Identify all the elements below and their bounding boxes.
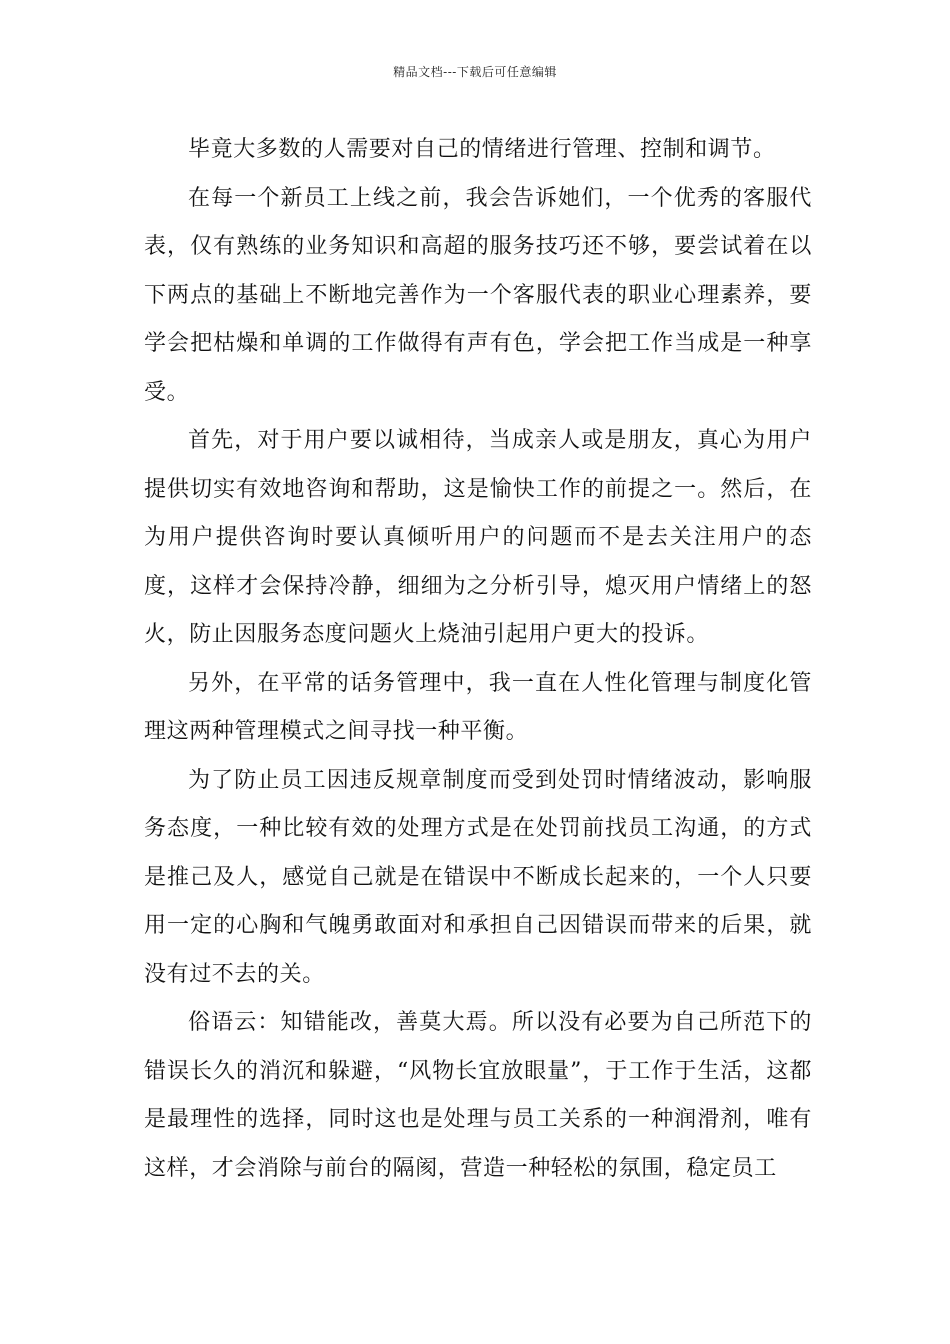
paragraph-5: 为了防止员工因违反规章制度而受到处罚时情绪波动，影响服务态度，一种比较有效的处理方式是在处罚前找员工沟通，的方式是推己及人，感觉自己就是在错误中不断成长起来的，一个人只要用一定的心胸和气魄勇敢面对和承担自己因错误而带来的后果，就没有过不去的关。 <box>144 767 812 987</box>
paragraph-4: 另外，在平常的话务管理中，我一直在人性化管理与制度化管理这两种管理模式之间寻找一种平衡。 <box>144 670 812 744</box>
paragraph-2: 在每一个新员工上线之前，我会告诉她们，一个优秀的客服代表，仅有熟练的业务知识和高超的服务技巧还不够，要尝试着在以下两点的基础上不断地完善作为一个客服代表的职业心理素养，要学会把枯燥和单调的工作做得有声有色，学会把工作当成是一种享受。 <box>144 185 812 405</box>
page-header: 精品文档---下载后可任意编辑 <box>393 65 557 79</box>
document-body <box>144 126 812 1193</box>
paragraph-3: 首先，对于用户要以诚相待，当成亲人或是朋友，真心为用户提供切实有效地咨询和帮助，这是愉快工作的前提之一。然后，在为用户提供咨询时要认真倾听用户的问题而不是去关注用户的态度，这样才会保持冷静，细细为之分析引导，熄灭用户情绪上的怒火，防止因服务态度问题火上烧油引起用户更大的投诉。 <box>144 428 812 647</box>
paragraph-1: 毕竟大多数的人需要对自己的情绪进行管理、控制和调节。 <box>188 137 776 162</box>
paragraph-6: 俗语云：知错能改，善莫大焉。所以没有必要为自己所范下的错误长久的消沉和躲避，“风物长宜放眼量”，于工作于生活，这都是最理性的选择，同时这也是处理与员工关系的一种润滑剂，唯有这样，才会消除与前台的隔阂，营造一种轻松的氛围，稳定员工 <box>144 1010 812 1181</box>
